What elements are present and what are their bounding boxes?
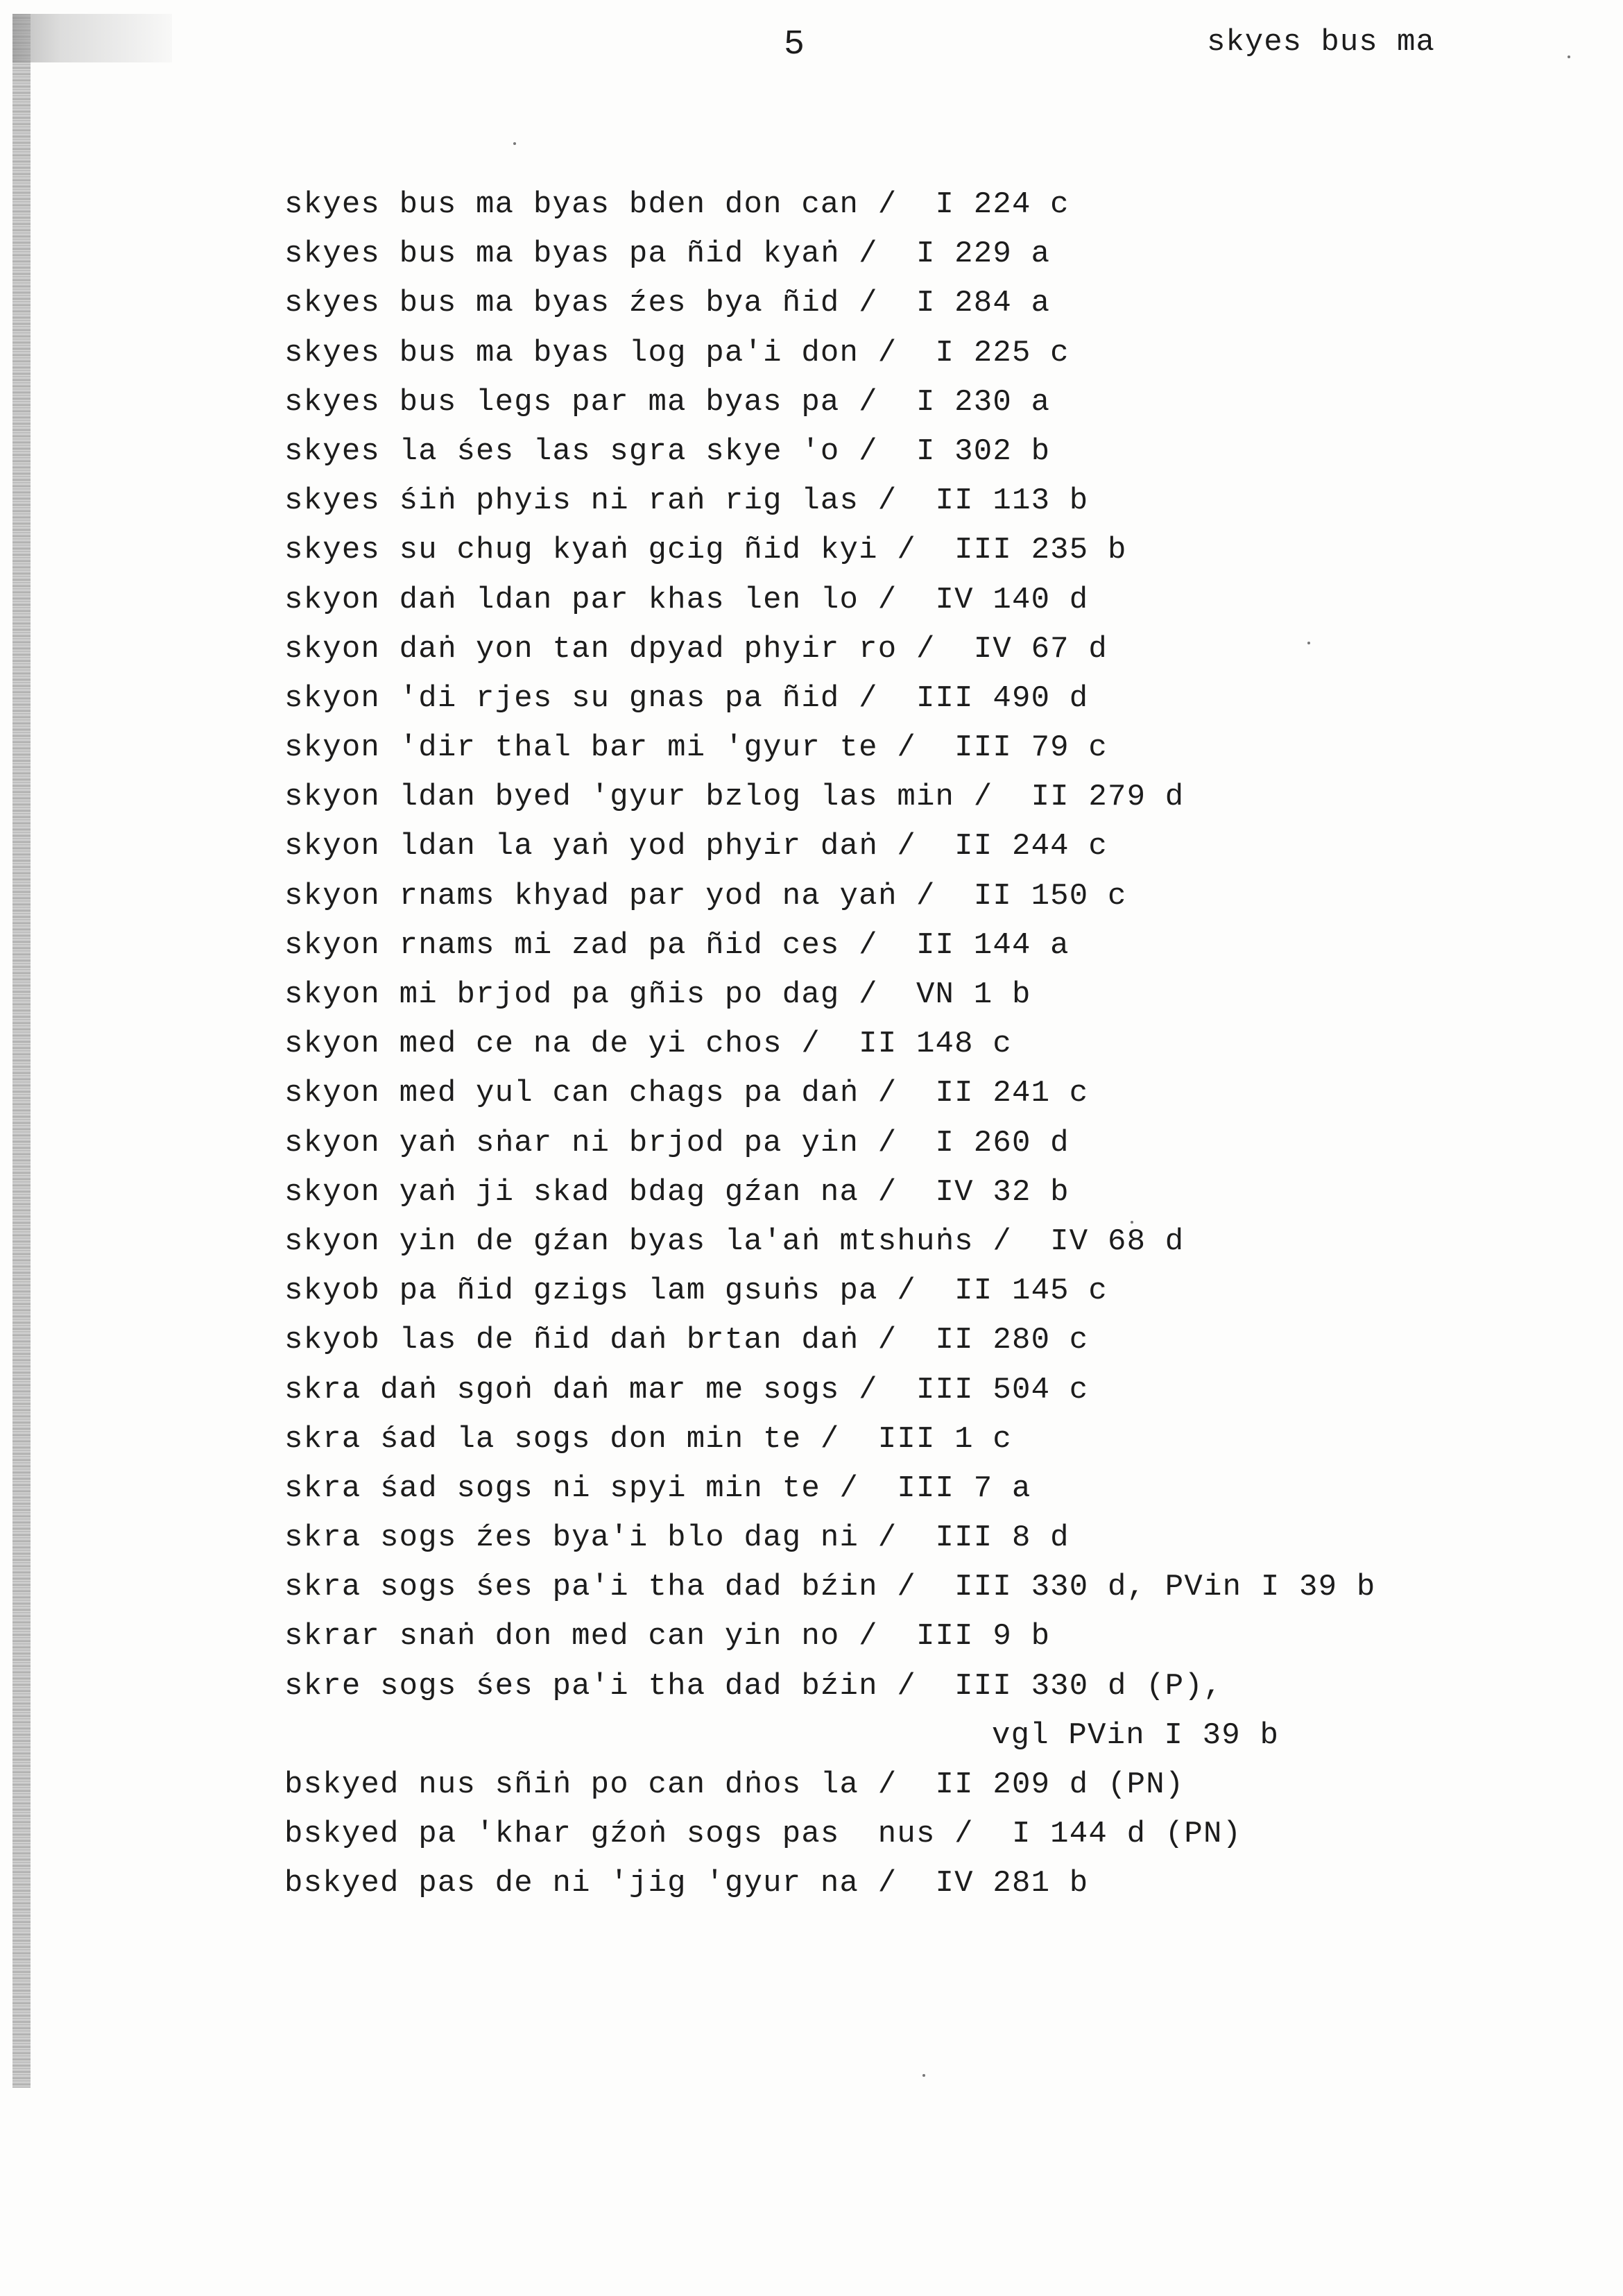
index-entry: skyon 'di rjes su gnas pa ñid / III 490 d [284, 680, 1089, 716]
scan-speck [1568, 55, 1570, 58]
index-entry: skyes su chug kyaṅ gcig ñid kyi / III 235 b [284, 533, 1127, 568]
index-entry: skyes śiṅ phyis ni raṅ rig las / II 113 b [284, 483, 1089, 519]
index-entry: bskyed pa 'khar gźoṅ sogs pas nus / I 144 d (PN) [284, 1817, 1242, 1852]
index-entry: skyon rnams khyad par yod na yaṅ / II 150 c [284, 878, 1127, 914]
running-head: skyes bus ma [1207, 25, 1435, 60]
index-entry: bskyed pas de ni 'jig 'gyur na / IV 281 b [284, 1866, 1089, 1901]
index-entry: skra śad la sogs don min te / III 1 c [284, 1421, 1012, 1457]
index-entry: skyon yaṅ sṅar ni brjod pa yin / I 260 d [284, 1125, 1070, 1160]
index-entry: skrar snaṅ don med can yin no / III 9 b [284, 1619, 1051, 1654]
index-entry: skyon med yul can chags pa daṅ / II 241 c [284, 1076, 1089, 1111]
page-number: 5 [784, 25, 805, 65]
scan-speck [1307, 642, 1310, 644]
index-entry: skra sogs śes pa'i tha dad bźin / III 330 d, PVin I 39 b [284, 1570, 1376, 1605]
index-entry: skyon 'dir thal bar mi 'gyur te / III 79 c [284, 730, 1108, 766]
index-entry: bskyed nus sñiṅ po can dṅos la / II 209 d (PN) [284, 1767, 1185, 1802]
scan-binding-edge [12, 14, 31, 2088]
index-entry: skyes bus ma byas bden don can / I 224 c [284, 187, 1070, 222]
index-entry: skyes la śes las sgra skye 'o / I 302 b [284, 434, 1051, 469]
index-entry: skre sogs śes pa'i tha dad bźin / III 330 d (P), [284, 1668, 1223, 1704]
index-entry: skyon yaṅ ji skad bdag gźan na / IV 32 b [284, 1174, 1070, 1210]
index-entry: skyob las de ñid daṅ brtan daṅ / II 280 c [284, 1323, 1089, 1358]
page-header [0, 19, 1623, 82]
index-entry: skyon daṅ yon tan dpyad phyir ro / IV 67 d [284, 631, 1108, 667]
index-entry: skra śad sogs ni spyi min te / III 7 a [284, 1471, 1031, 1506]
index-entry: skyon med ce na de yi chos / II 148 c [284, 1027, 1012, 1062]
index-entry: skyon rnams mi zad pa ñid ces / II 144 a [284, 927, 1070, 963]
index-entry: skyon yin de gźan byas la'aṅ mtshuṅs / IV 68 d [284, 1224, 1185, 1259]
index-entry-continuation: vgl PVin I 39 b [992, 1717, 1280, 1753]
index-entry: skyes bus ma byas źes bya ñid / I 284 a [284, 286, 1051, 321]
index-entry: skra daṅ sgoṅ daṅ mar me sogs / III 504 c [284, 1372, 1089, 1407]
index-entry-list [284, 180, 1588, 1909]
scan-speck [1131, 1221, 1133, 1224]
scan-speck [922, 2074, 925, 2077]
index-entry: skyon daṅ ldan par khas len lo / IV 140 d [284, 582, 1089, 617]
index-entry: skyes bus ma byas pa ñid kyaṅ / I 229 a [284, 237, 1051, 272]
index-entry: skyon ldan byed 'gyur bzlog las min / II 279 d [284, 780, 1185, 815]
index-entry: skyes bus ma byas log pa'i don / I 225 c [284, 335, 1070, 370]
index-entry: skyes bus legs par ma byas pa / I 230 a [284, 384, 1051, 420]
index-entry: skyon ldan la yaṅ yod phyir daṅ / II 244 c [284, 829, 1108, 864]
index-entry: skra sogs źes bya'i blo dag ni / III 8 d [284, 1520, 1070, 1556]
scan-speck [513, 142, 516, 145]
index-entry: skyob pa ñid gzigs lam gsuṅs pa / II 145 c [284, 1274, 1108, 1309]
index-entry: skyon mi brjod pa gñis po dag / VN 1 b [284, 977, 1031, 1012]
